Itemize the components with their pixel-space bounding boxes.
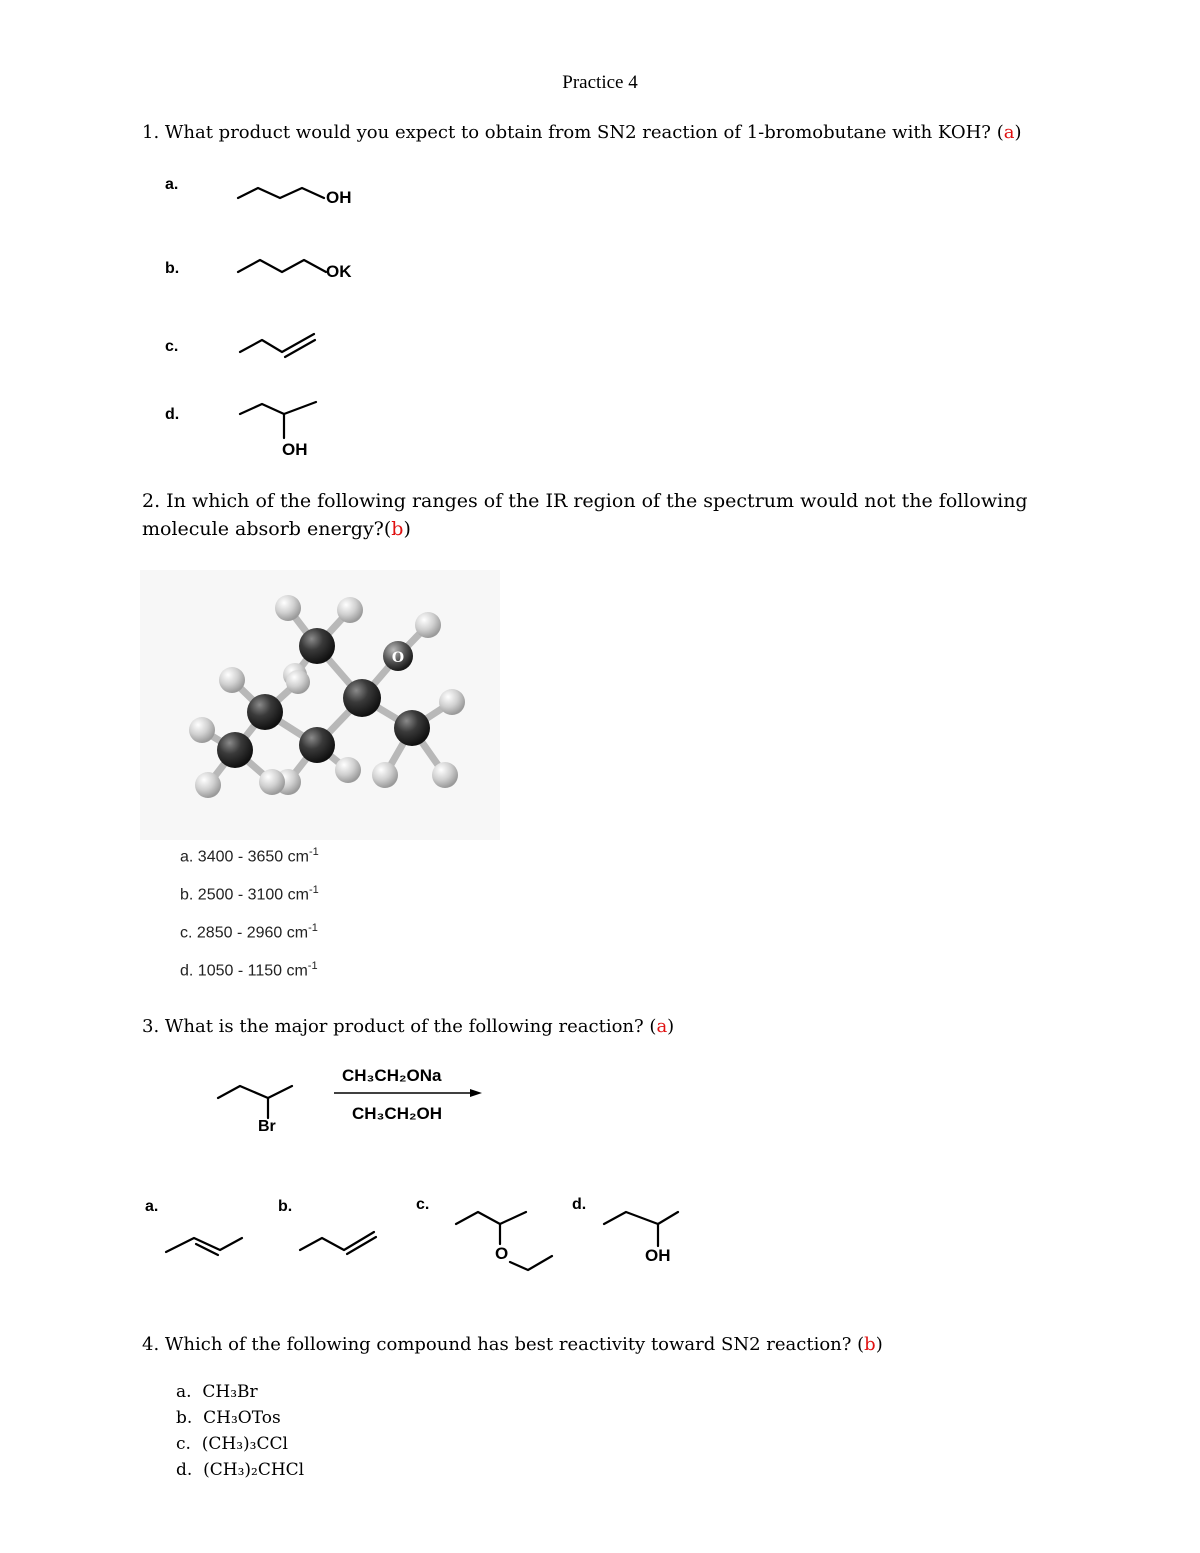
molecule-model-image [140, 570, 500, 840]
q4-option-d: d. (CH₃)₂CHCl [176, 1460, 305, 1480]
q3-option-c-label: c. [416, 1196, 430, 1213]
reagent-bottom: CH₃CH₂OH [352, 1104, 443, 1123]
q2-option-b: b. 2500 - 3100 $cm^{-1}$ [180, 884, 319, 904]
q1-option-b-group: OK [326, 262, 352, 281]
q1-option-a-group: OH [326, 188, 352, 207]
2-butanol-structure-icon [230, 396, 330, 446]
question-1 [142, 122, 1022, 143]
question-4: 4. Which of the following compound has best reactivity toward SN2 reaction? (b) [142, 1334, 883, 1355]
q1-option-a-label: a. [165, 176, 179, 193]
question-4-answer: (b) [857, 1334, 883, 1355]
q1-option-c-label: c. [165, 338, 179, 355]
q4-option-b: b. CH₃OTos [176, 1408, 281, 1428]
trans-2-butene-structure-icon [158, 1222, 258, 1262]
butene-structure-icon [230, 326, 330, 366]
question-2-line-2: molecule absorb energy?(b) [142, 518, 411, 540]
question-3: 3. What is the major product of the following reaction? (a) [142, 1016, 675, 1037]
1-butene-structure-icon [292, 1218, 392, 1258]
q4-option-c: c. (CH₃)₃CCl [176, 1434, 288, 1454]
q3-option-d-label: d. [572, 1196, 587, 1213]
q2-option-a: a. 3400 - 3650 $cm^{-1}$ [180, 846, 319, 866]
reagent-top: CH₃CH₂ONa [342, 1066, 442, 1085]
page-title: Practice 4 [562, 72, 638, 93]
question-3-answer: (a) [649, 1016, 675, 1037]
2-butanol-product-structure-icon [596, 1200, 696, 1250]
q2-option-d: d. 1050 - 1150 $cm^{-1}$ [180, 960, 318, 980]
q1-option-d-label: d. [165, 406, 180, 423]
ethyl-ether-structure-icon [448, 1200, 568, 1280]
question-1-answer: (a) [996, 122, 1022, 143]
q2-option-c: c. 2850 - 2960 $cm^{-1}$ [180, 922, 318, 942]
q1-option-b-label: b. [165, 260, 180, 277]
q1-option-d-group: OH [282, 440, 308, 459]
q3-option-d-group: OH [645, 1246, 671, 1265]
q3-option-b-label: b. [278, 1198, 293, 1215]
question-1-text: 1. What product would you expect to obtain from SN2 reaction of 1-bromobutane with KOH? [142, 122, 991, 143]
question-2-answer: (b) [383, 518, 411, 540]
reactant-bromine: Br [258, 1118, 276, 1135]
q4-option-a: a. CH₃Br [176, 1382, 258, 1402]
oxygen-atom-label: O [391, 650, 405, 666]
q3-option-c-oxygen: O [495, 1244, 509, 1263]
q3-option-a-label: a. [145, 1198, 159, 1215]
question-2-line-1: 2. In which of the following ranges of the IR region of the spectrum would not the following [142, 490, 1028, 512]
reaction-arrow-icon [330, 1086, 490, 1100]
